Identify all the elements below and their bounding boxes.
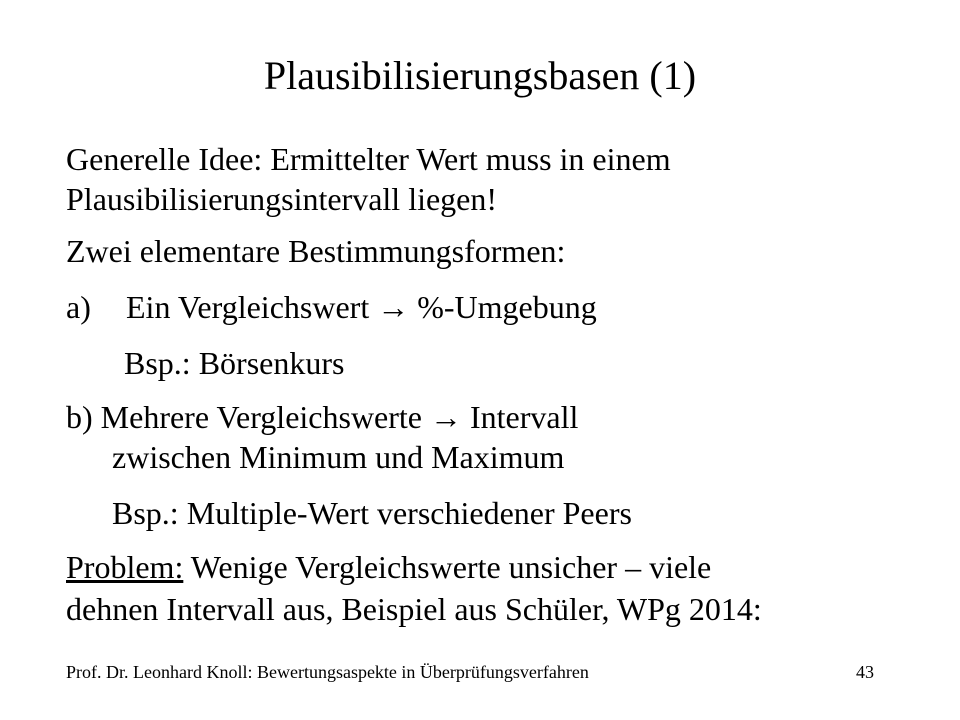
item-a-text: Ein Vergleichswert → %-Umgebung: [126, 289, 597, 325]
page-number: 43: [856, 662, 874, 682]
item-b-line-2: zwischen Minimum und Maximum: [112, 439, 565, 475]
item-a-example: Bsp.: Börsenkurs: [124, 345, 345, 381]
item-a-marker: a): [66, 289, 91, 325]
forms-heading: Zwei elementare Bestimmungsformen:: [66, 233, 566, 269]
footer-text: Prof. Dr. Leonhard Knoll: Bewertungsaspekte in Überprüfungsverfahren: [66, 662, 589, 682]
item-b-line-1: b) Mehrere Vergleichswerte → Intervall: [66, 399, 579, 435]
idea-line-1: Generelle Idee: Ermittelter Wert muss in einem: [66, 141, 671, 177]
item-b-example: Bsp.: Multiple-Wert verschiedener Peers: [112, 495, 632, 531]
problem-text: Wenige Vergleichswerte unsicher – viele: [183, 549, 712, 585]
problem-label: Problem:: [66, 549, 184, 585]
slide-title: Plausibilisierungsbasen (1): [263, 53, 697, 98]
problem-line-1: [66, 548, 711, 586]
idea-line-2: Plausibilisierungsintervall liegen!: [66, 181, 498, 217]
problem-line-2: dehnen Intervall aus, Beispiel aus Schüler, WPg 2014:: [66, 591, 762, 627]
